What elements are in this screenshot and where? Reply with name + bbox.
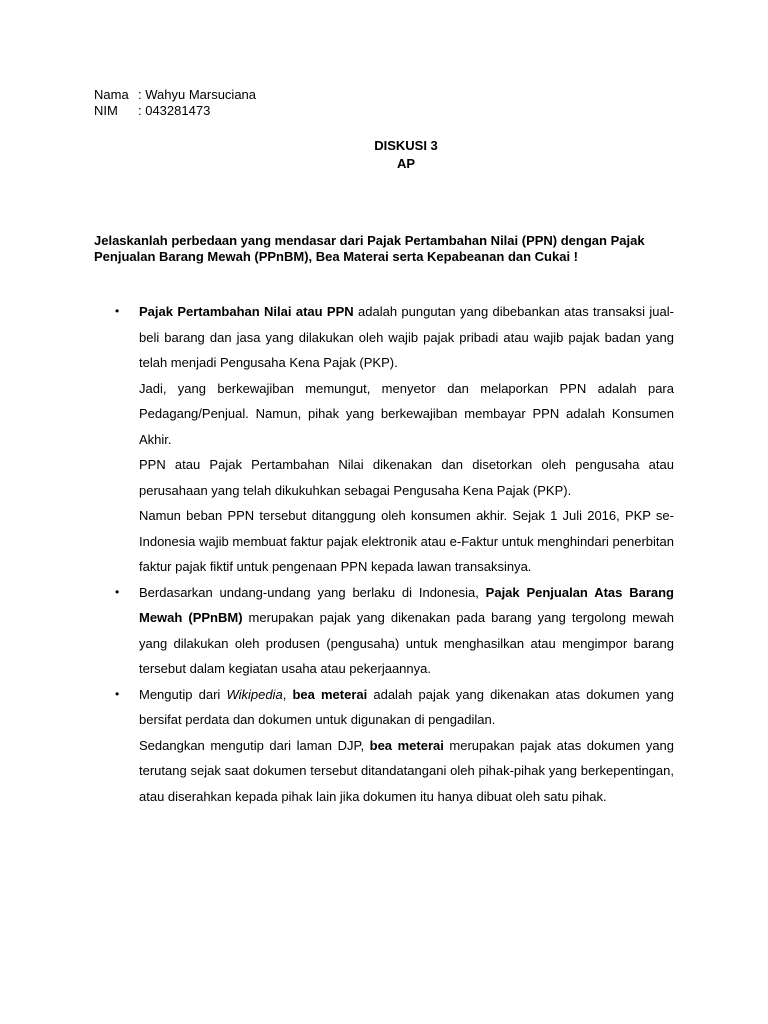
ppn-paragraph-3: PPN atau Pajak Pertambahan Nilai dikenakan dan disetorkan oleh pengusaha atau perusahaan yang telah dikukuhkan sebagai Pengusaha Kena Pajak (PKP). bbox=[139, 457, 674, 498]
bea-p2-lead: Sedangkan mengutip dari laman DJP, bbox=[139, 737, 370, 753]
nim-value: : 043281473 bbox=[138, 103, 211, 118]
ppnbm-paragraph bbox=[139, 580, 674, 682]
ppnbm-term: Pajak Penjualan Atas Barang Mewah (PPnBM) bbox=[139, 584, 675, 625]
bullet-icon: • bbox=[115, 686, 120, 701]
ppn-paragraph-1 bbox=[139, 299, 674, 376]
ppn-paragraph-2: Jadi, yang berkewajiban memungut, menyetor dan melaporkan PPN adalah para Pedagang/Penjual. Namun, pihak yang berkewajiban membayar PPN adalah Konsumen Akhir. bbox=[139, 380, 674, 447]
answer-list bbox=[94, 299, 674, 809]
list-item-bea-materai bbox=[94, 682, 674, 810]
list-item-ppn bbox=[94, 299, 674, 580]
name-value: : Wahyu Marsuciana bbox=[138, 87, 257, 102]
question-text: Jelaskanlah perbedaan yang mendasar dari Pajak Pertambahan Nilai (PPN) dengan Pajak Penjualan Barang Mewah (PPnBM), Bea Materai serta Kepabeanan dan Cukai ! bbox=[94, 233, 645, 264]
bea-p2-term: bea meterai bbox=[369, 737, 444, 753]
bullet-icon: • bbox=[115, 304, 120, 318]
list-item-ppnbm bbox=[94, 580, 674, 682]
bea-definition: adalah pajak yang dikenakan atas dokumen yang bersifat perdata dan dokumen untuk digunakan di pengadilan. bbox=[139, 686, 674, 727]
name-label: Nama bbox=[94, 87, 129, 102]
ppn-term: Pajak Pertambahan Nilai atau PPN bbox=[139, 304, 354, 319]
title-line-1: DISKUSI 3 bbox=[374, 138, 438, 153]
bea-materai-paragraph-1 bbox=[139, 682, 674, 733]
ppn-paragraph-4: Namun beban PPN tersebut ditanggung oleh konsumen akhir. Sejak 1 Juli 2016, PKP se-Indonesia wajib membuat faktur pajak elektronik atau e-Faktur untuk menghindari penerbitan faktur pajak fiktif untuk pengenaan PPN kepada lawan transaksinya. bbox=[139, 508, 674, 574]
student-info bbox=[94, 87, 256, 119]
ppn-definition: adalah pungutan yang dibebankan atas transaksi jual-beli barang dan jasa yang dilakukan oleh wajib pajak pribadi atau wajib pajak badan yang telah menjadi Pengusaha Kena Pajak (PKP). bbox=[139, 304, 674, 370]
bea-p2-definition: merupakan pajak atas dokumen yang terutang sejak saat dokumen tersebut ditandatangani oleh pihak-pihak yang berkepentingan, atau diserahkan kepada pihak lain jika dokumen itu hanya dibuat oleh satu pihak. bbox=[139, 737, 675, 804]
nim-row bbox=[94, 103, 256, 119]
bullet-icon: • bbox=[115, 584, 120, 599]
ppnbm-lead: Berdasarkan undang-undang yang berlaku di Indonesia, bbox=[139, 584, 486, 600]
nim-label: NIM bbox=[94, 103, 118, 118]
document-title bbox=[0, 137, 768, 173]
bea-source: Wikipedia bbox=[226, 686, 283, 702]
title-line-2: AP bbox=[396, 156, 416, 171]
bea-comma: , bbox=[282, 686, 293, 702]
ppnbm-definition: merupakan pajak yang dikenakan pada barang yang tergolong mewah yang dilakukan oleh produsen (pengusaha) untuk menghasilkan atau mengimpor barang tersebut dalam kegiatan usaha atau pekerjaannya. bbox=[139, 610, 674, 676]
bea-materai-paragraph-2 bbox=[139, 733, 674, 810]
name-row bbox=[94, 87, 256, 103]
bea-lead: Mengutip dari bbox=[139, 686, 227, 702]
bea-term: bea meterai bbox=[292, 686, 368, 702]
